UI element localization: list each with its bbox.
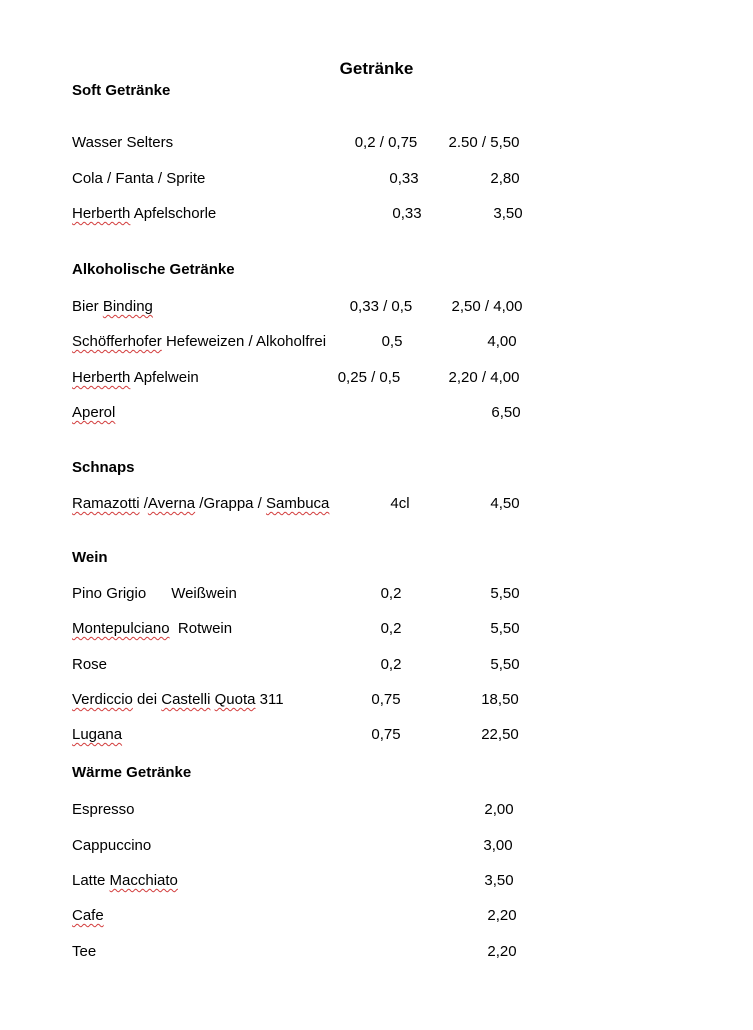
item-price: 22,50 <box>481 726 519 743</box>
menu-item <box>0 690 753 710</box>
item-price: 4,00 <box>487 333 517 350</box>
item-price: 5,50 <box>490 620 520 637</box>
item-price: 3,00 <box>483 837 513 854</box>
item-name: Aperol <box>72 404 116 421</box>
menu-item <box>0 942 753 962</box>
item-name: Espresso <box>72 801 135 818</box>
item-name: Wasser Selters <box>72 134 174 151</box>
menu-item <box>0 836 753 856</box>
item-name: Cafe <box>72 907 104 924</box>
item-name: Montepulciano Rotwein <box>72 620 233 637</box>
item-price: 3,50 <box>493 205 523 222</box>
item-price: 5,50 <box>490 585 520 602</box>
menu-item <box>0 297 753 317</box>
item-price: 2,20 <box>487 943 517 960</box>
menu-item <box>0 871 753 891</box>
page-title: Getränke <box>339 59 414 78</box>
item-size: 0,2 <box>380 620 402 637</box>
item-size: 0,75 <box>371 691 401 708</box>
item-price: 3,50 <box>484 872 514 889</box>
item-price: 4,50 <box>490 495 520 512</box>
menu-item <box>0 906 753 926</box>
item-price: 6,50 <box>491 404 521 421</box>
menu-item <box>0 494 753 514</box>
section-heading-soft-drinks: Soft Getränke <box>72 82 171 99</box>
item-name: Cola / Fanta / Sprite <box>72 170 206 187</box>
item-size: 0,33 <box>389 170 419 187</box>
item-size: 0,5 <box>381 333 403 350</box>
menu-item <box>0 800 753 820</box>
item-name: Pino Grigio Weißwein <box>72 585 237 602</box>
menu-item <box>0 204 753 224</box>
section-heading-hot-drinks: Wärme Getränke <box>72 764 192 781</box>
item-size: 0,25 / 0,5 <box>337 369 401 386</box>
item-price: 2,20 / 4,00 <box>448 369 520 386</box>
menu-item <box>0 655 753 675</box>
item-price: 18,50 <box>481 691 519 708</box>
menu-item <box>0 725 753 745</box>
section-heading-schnaps: Schnaps <box>72 459 135 476</box>
menu-item <box>0 403 753 423</box>
item-size: 4cl <box>390 495 410 512</box>
menu-item <box>0 368 753 388</box>
item-name: Herberth Apfelschorle <box>72 205 217 222</box>
menu-item <box>0 133 753 153</box>
item-price: 5,50 <box>490 656 520 673</box>
item-name: Herberth Apfelwein <box>72 369 199 386</box>
item-size: 0,33 <box>392 205 422 222</box>
item-size: 0,2 / 0,75 <box>354 134 418 151</box>
menu-item <box>0 619 753 639</box>
item-size: 0,2 <box>380 585 402 602</box>
menu-item <box>0 332 753 352</box>
item-price: 2,50 / 4,00 <box>451 298 523 315</box>
item-name: Latte Macchiato <box>72 872 178 889</box>
item-name: Tee <box>72 943 97 960</box>
item-name: Rose <box>72 656 108 673</box>
menu-item <box>0 169 753 189</box>
section-heading-wine: Wein <box>72 549 108 566</box>
item-name: Lugana <box>72 726 123 743</box>
section-heading-alcoholic-drinks: Alkoholische Getränke <box>72 261 235 278</box>
item-price: 2,00 <box>484 801 514 818</box>
item-name: Bier Binding <box>72 298 153 315</box>
item-name: Cappuccino <box>72 837 152 854</box>
item-price: 2,80 <box>490 170 520 187</box>
item-price: 2,20 <box>487 907 517 924</box>
item-name: Schöfferhofer Hefeweizen / Alkoholfrei <box>72 333 327 350</box>
item-name: Verdiccio dei Castelli Quota 311 <box>72 691 284 708</box>
item-name: Ramazotti /Averna /Grappa / Sambuca <box>72 495 330 512</box>
item-size: 0,2 <box>380 656 402 673</box>
menu-item <box>0 584 753 604</box>
item-price: 2.50 / 5,50 <box>448 134 520 151</box>
item-size: 0,33 / 0,5 <box>349 298 413 315</box>
item-size: 0,75 <box>371 726 401 743</box>
